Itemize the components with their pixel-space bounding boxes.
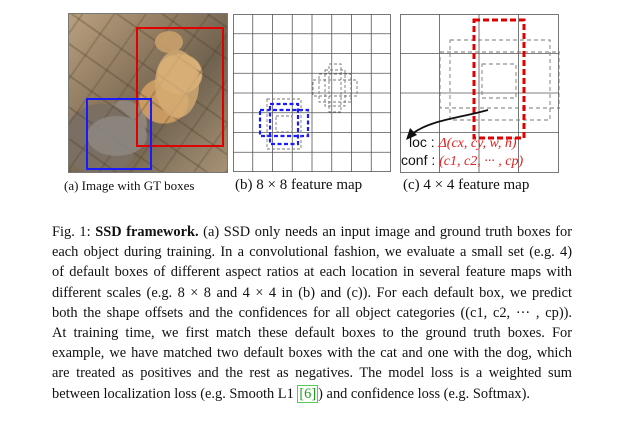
caption-line-9-a: between localization loss (e.g. Smooth L1 <box>52 385 298 402</box>
loc-value: Δ(cx, cy, w, h) <box>438 136 517 151</box>
caption-line-8: are treated as positives and the rest as negatives. The model loss is a weighted sum <box>52 365 572 382</box>
caption-line-4: different scales (e.g. 8 × 8 and 4 × 4 in (b) and (c)). For each default box, we predict <box>52 284 572 301</box>
conf-label: conf : <box>401 152 436 168</box>
default-boxes-gray <box>440 40 560 120</box>
loc-label: loc : <box>409 134 435 150</box>
caption-line-9-b: ) and confidence loss (e.g. Softmax). <box>318 385 530 402</box>
panel-a-caption: (a) Image with GT boxes <box>64 178 195 193</box>
citation-link[interactable]: [6] <box>299 385 317 402</box>
arrow-line <box>412 110 488 134</box>
caption-line-7: example, we have matched two default boxes with the cat and one with the dog, which <box>52 345 572 362</box>
figure-caption <box>52 222 572 404</box>
conf-value: (c1, c2, ··· , cp) <box>439 154 524 169</box>
dog-shape <box>155 50 199 118</box>
conf-row <box>401 152 523 170</box>
caption-line-3: of default boxes of different aspect ratios at each location in several feature maps with <box>52 264 572 281</box>
loc-row <box>409 134 517 152</box>
default-boxes-gray <box>313 64 357 112</box>
caption-line-1-text: (a) SSD only needs an input image and ground truth boxes for <box>198 224 572 240</box>
caption-line-1 <box>52 222 572 242</box>
fig-title: SSD framework. <box>95 224 199 240</box>
caption-line-5: both the shape offsets and the confidences for all object categories ((c1, c2, ··· , cp)). <box>52 304 572 321</box>
feature-map-8x8 <box>233 14 391 172</box>
panel-b-caption: (b) 8 × 8 feature map <box>235 177 363 193</box>
dog-head-shape <box>155 31 183 53</box>
panel-c-caption: (c) 4 × 4 feature map <box>403 177 530 193</box>
gt-boxes-overlay <box>69 14 227 172</box>
caption-line-9 <box>52 384 572 404</box>
caption-line-6: At training time, we first match these default boxes to the ground truth boxes. For <box>52 325 572 342</box>
fig-label: Fig. 1: <box>52 224 96 240</box>
caption-line-2: each object during training. In a convolutional fashion, we evaluate a small set (e.g. 4) <box>52 244 572 261</box>
